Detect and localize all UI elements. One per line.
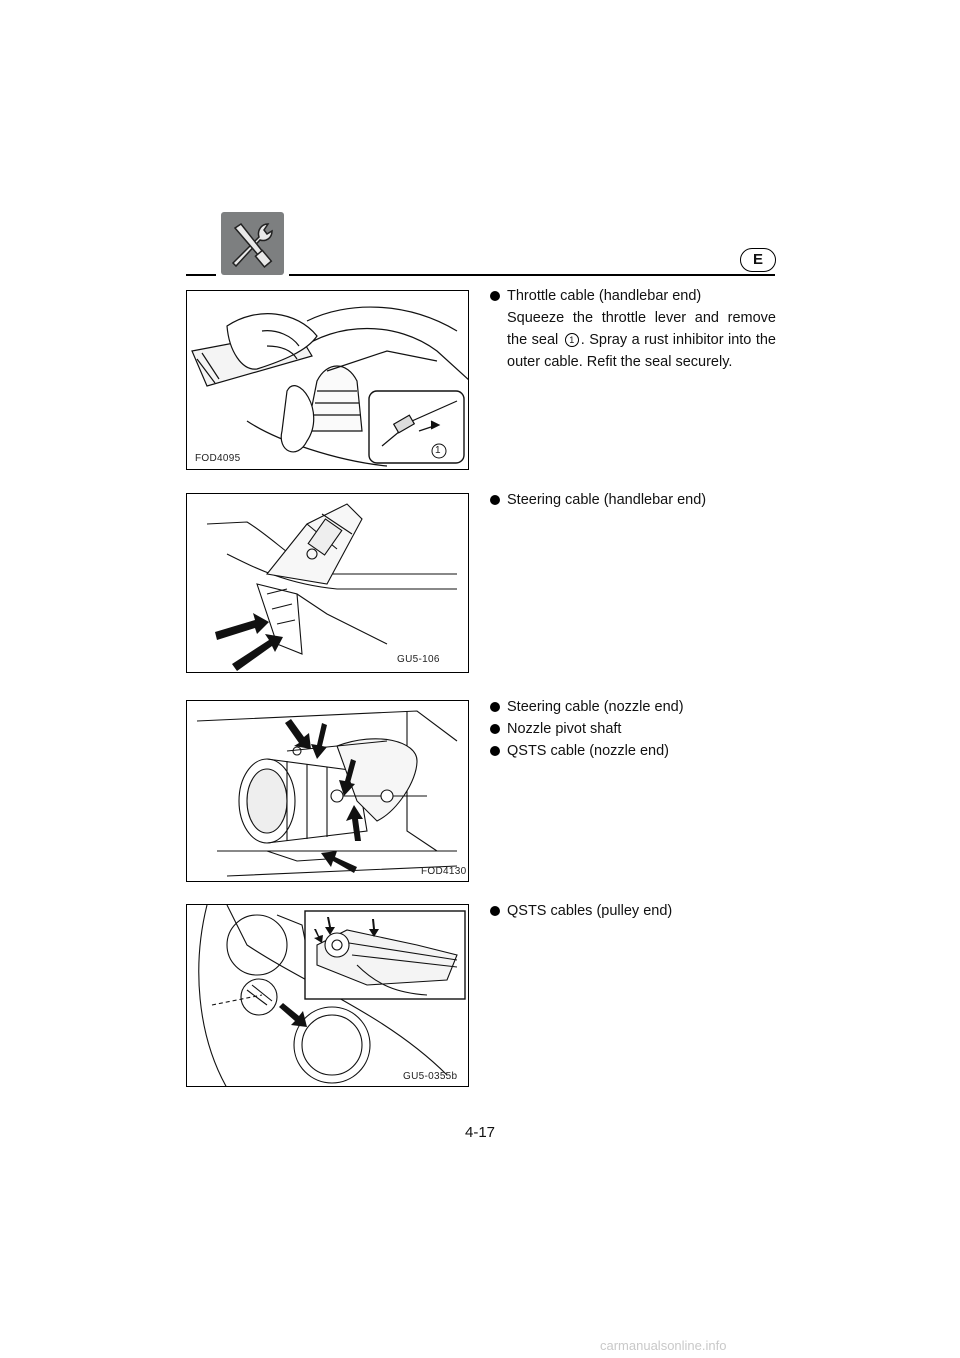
bullet-item: Steering cable (handlebar end)	[490, 489, 776, 511]
pulley-end-illustration	[187, 905, 469, 1087]
bullet-item: Nozzle pivot shaft	[490, 718, 776, 740]
section-tools-badge	[221, 212, 284, 275]
watermark: carmanualsonline.info	[600, 1338, 727, 1353]
bullet-item: QSTS cable (nozzle end)	[490, 740, 776, 762]
tools-icon	[221, 212, 284, 275]
bullet-item: QSTS cables (pulley end)	[490, 900, 776, 922]
steering-cable-handlebar-illustration	[187, 494, 469, 673]
figure-throttle-cable	[186, 290, 469, 470]
figure-callout-number: 1	[435, 445, 441, 456]
figure-code: FOD4130	[421, 866, 467, 877]
bullet-icon	[490, 702, 500, 712]
section-pulley-end	[490, 900, 776, 922]
bullet-icon	[490, 291, 500, 301]
instruction-paragraph: Squeeze the throttle lever and remove the seal 1 . Spray a rust inhibitor into the outer cable. Refit the seal securely.	[507, 310, 776, 370]
figure-pulley-end	[186, 904, 469, 1087]
header-rule-right	[289, 274, 775, 276]
figure-steering-cable-handlebar	[186, 493, 469, 673]
bullet-item: Steering cable (nozzle end)	[490, 696, 776, 718]
bullet-item: Throttle cable (handlebar end)	[490, 285, 776, 307]
bullet-icon	[490, 746, 500, 756]
throttle-cable-illustration	[187, 291, 469, 470]
header-rule-left	[186, 274, 216, 276]
language-badge: E	[740, 248, 776, 272]
bullet-icon	[490, 724, 500, 734]
figure-code: FOD4095	[195, 453, 241, 464]
bullet-icon	[490, 906, 500, 916]
callout-number: 1	[565, 333, 579, 347]
section-nozzle-end	[490, 696, 776, 762]
figure-code: GU5-106	[397, 654, 440, 665]
section-throttle-cable	[490, 285, 776, 373]
bullet-icon	[490, 495, 500, 505]
figure-nozzle-end	[186, 700, 469, 882]
nozzle-end-illustration	[187, 701, 469, 882]
page-number: 4-17	[464, 1124, 496, 1141]
section-steering-cable-handlebar	[490, 489, 776, 511]
figure-code: GU5-0355b	[403, 1071, 458, 1082]
